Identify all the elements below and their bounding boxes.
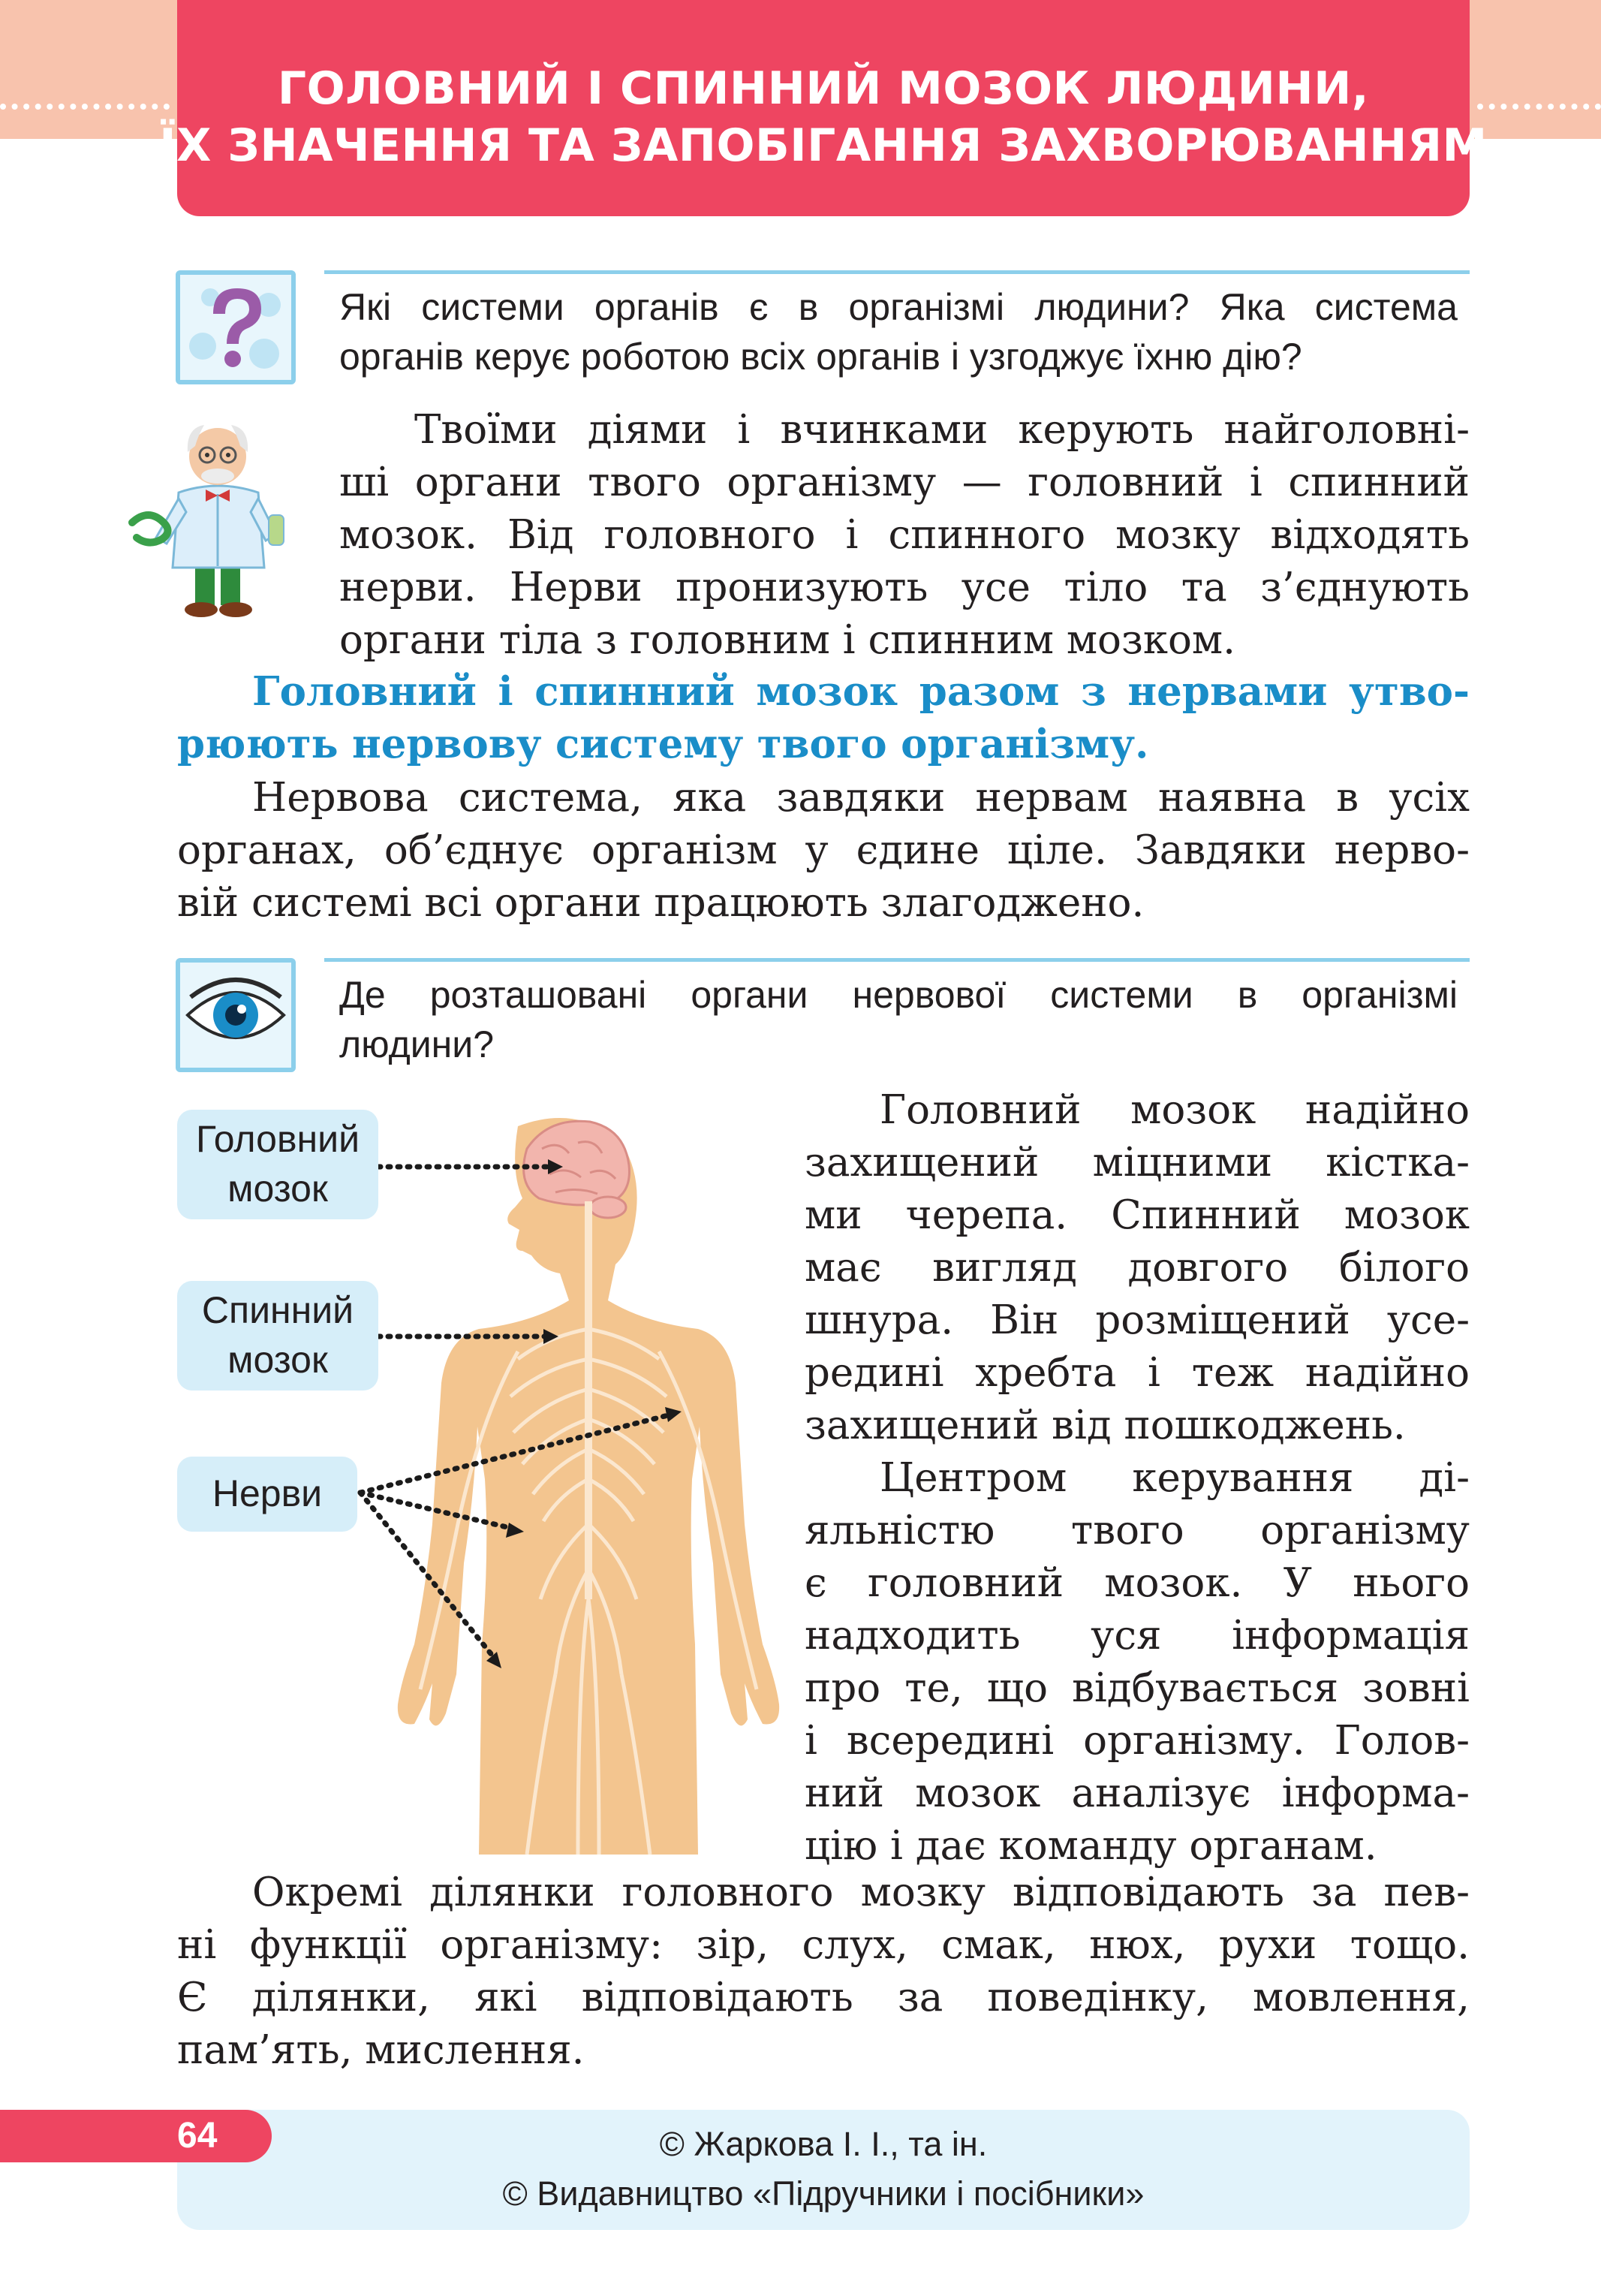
question1-line: Які системи органів є в організмі людини? Яка система xyxy=(339,286,1458,328)
paragraph-line: захищений міцними кістка- xyxy=(805,1140,1470,1186)
paragraph-line: органах, об’єднує організм у єдине ціле. Завдяки нерво- xyxy=(177,827,1470,873)
definition-line: Головний і спинний мозок разом з нервами утво- xyxy=(252,668,1470,715)
paragraph-line: редині хребта і теж надійно xyxy=(805,1350,1470,1396)
label-brain xyxy=(177,1110,378,1219)
nervous-system-illustration xyxy=(330,1104,796,1855)
question1-text xyxy=(339,282,1458,381)
footer-copyright-authors: © Жаркова І. І., та ін. xyxy=(659,2125,988,2163)
paragraph-line: шнура. Він розміщений усе- xyxy=(805,1297,1470,1343)
paragraph-line: ний мозок аналізує інформа- xyxy=(805,1770,1470,1816)
paragraph-line: про те, що відбувається зовні xyxy=(805,1665,1470,1711)
header-side-band-left xyxy=(0,0,177,139)
eye-icon xyxy=(180,963,291,1068)
label-nerves xyxy=(177,1457,357,1532)
footer-copyright-publisher: © Видавництво «Підручники і посібники» xyxy=(502,2174,1145,2213)
paragraph-line: має вигляд довгого білого xyxy=(805,1245,1470,1291)
definition-line: рюють нервову систему твого організму. xyxy=(177,721,1149,767)
paragraph-line: Окремі ділянки головного мозку відповідають за пев- xyxy=(252,1870,1470,1915)
page-number: 64 xyxy=(177,2116,218,2156)
definition-text xyxy=(177,665,1470,770)
chapter-title-banner xyxy=(159,0,1488,216)
header-side-band-right xyxy=(1470,0,1601,139)
label-spinal-cord xyxy=(177,1281,378,1391)
paragraph-line: пам’ять, мислення. xyxy=(177,2027,585,2073)
paragraph-line: Твоїми діями і вчинками керують найголовні- xyxy=(414,407,1470,453)
paragraph-line: і всередині організму. Голов- xyxy=(805,1718,1470,1764)
paragraph-2 xyxy=(177,772,1470,930)
paragraph-line: Нервова система, яка завдяки нервам наявна в усіх xyxy=(252,775,1470,821)
question1-line: органів керує роботою всіх органів і узгоджує їхню дію? xyxy=(339,336,1302,378)
question1-rule xyxy=(324,270,1470,274)
paragraph-5 xyxy=(177,1867,1470,2077)
paragraph-4 xyxy=(805,1452,1470,1873)
paragraph-1 xyxy=(339,404,1470,667)
paragraph-3 xyxy=(805,1084,1470,1452)
paragraph-line: захищений від пошкоджень. xyxy=(805,1403,1406,1448)
paragraph-line: ми черепа. Спинний мозок xyxy=(805,1192,1470,1238)
label-brain-line: Головний xyxy=(195,1118,360,1160)
question2-text xyxy=(339,970,1458,1069)
header-dots-left xyxy=(0,104,170,110)
observe-icon xyxy=(176,958,296,1072)
label-spinal-line: Спинний xyxy=(201,1289,354,1331)
question2-line: людини? xyxy=(339,1023,495,1065)
paragraph-line: цію і дає команду органам. xyxy=(805,1823,1377,1869)
question-icon xyxy=(176,270,296,384)
paragraph-line: органи тіла з головним і спинним мозком. xyxy=(339,617,1235,663)
paragraph-line: вій системі всі органи працюють злагоджено. xyxy=(177,880,1145,926)
paragraph-line: яльністю твого організму xyxy=(805,1508,1470,1553)
paragraph-line: Центром керування ді- xyxy=(880,1455,1470,1501)
label-spinal-line: мозок xyxy=(227,1339,328,1381)
label-nerves-text: Нерви xyxy=(212,1472,323,1514)
paragraph-line: ні функції організму: зір, слух, смак, нюх, рухи тощо. xyxy=(177,1922,1470,1968)
header-dots-right xyxy=(1477,104,1601,110)
label-brain-line: мозок xyxy=(227,1168,328,1210)
paragraph-line: є головний мозок. У нього xyxy=(805,1560,1470,1606)
paragraph-line: ші органи твого організму — головний і спинний xyxy=(339,460,1470,505)
paragraph-line: нерви. Нерви пронизують усе тіло та з’єднують xyxy=(339,565,1470,610)
question2-rule xyxy=(324,958,1470,962)
professor-illustration xyxy=(126,410,314,620)
paragraph-line: надходить уся інформація xyxy=(805,1613,1470,1659)
paragraph-line: Головний мозок надійно xyxy=(880,1087,1470,1133)
chapter-title-line-1: ГОЛОВНИЙ І СПИННИЙ МОЗОК ЛЮДИНИ, xyxy=(277,62,1370,115)
paragraph-line: Є ділянки, які відповідають за поведінку, мовлення, xyxy=(177,1975,1470,2020)
chapter-title-line-2: ЇХ ЗНАЧЕННЯ ТА ЗАПОБІГАННЯ ЗАХВОРЮВАННЯМ xyxy=(159,119,1488,172)
question2-line: Де розташовані органи нервової системи в організмі xyxy=(339,974,1458,1016)
paragraph-line: мозок. Від головного і спинного мозку відходять xyxy=(339,512,1470,558)
question-mark-icon xyxy=(180,275,291,380)
